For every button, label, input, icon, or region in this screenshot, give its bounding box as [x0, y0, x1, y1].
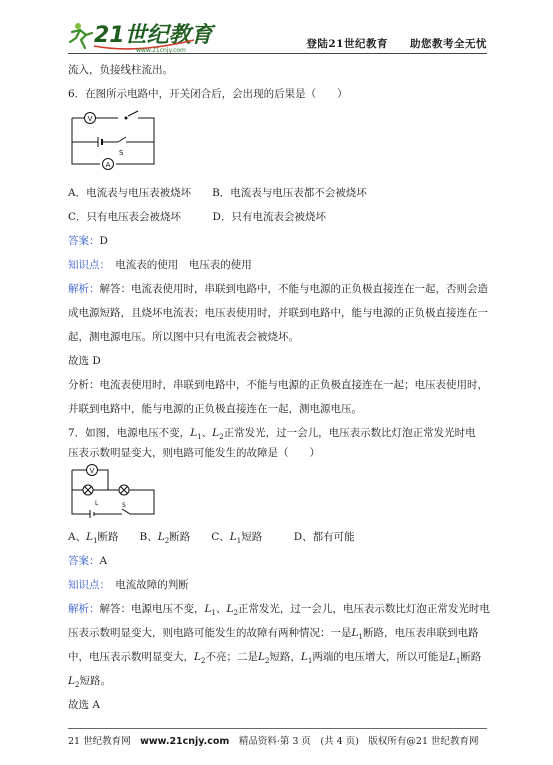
- q6-analysis-line-1: [68, 282, 488, 296]
- analysis-label: 解析：: [68, 603, 100, 615]
- q7-analysis-line-4: $L_2$短路。: [68, 675, 111, 690]
- q7-analysis-line-1: 解析：解答：电源电压不变，$L_1$、$L_2$正常发光，过一会儿，电压表示数比灯泡正常发光时电: [68, 603, 490, 618]
- footer-url[interactable]: www.21cnjy.com: [140, 736, 230, 747]
- analysis-text: 解答：电流表使用时，串联到电路中，不能与电源的正负极直接连在一起，否则会造: [99, 283, 488, 295]
- q6-stem: 6．在图所示电路中，开关闭合后，会出现的后果是（ ）: [68, 88, 348, 100]
- voltmeter-label: V: [89, 467, 95, 475]
- q6-choice: 故选 D: [68, 355, 101, 367]
- knowledge-label: 知识点：: [68, 259, 105, 271]
- q6-extra-line-2: 并联到电路中，能与电源的正负极直接连在一起，测电源电压。: [68, 403, 362, 415]
- lamp-label: L: [95, 500, 99, 507]
- continued-text: 流入，负接线柱流出。: [68, 64, 173, 76]
- q7-knowledge: [68, 578, 189, 592]
- q6-options-ab: A．电流表与电压表被烧坏 B．电流表与电压表都不会被烧坏: [68, 187, 367, 199]
- switch-label: S: [119, 149, 124, 157]
- q6-answer: [68, 234, 108, 248]
- q6-extra-line-1: 分析：电流表使用时，串联到电路中，不能与电源的正负极直接连在一起；电压表使用时，: [68, 379, 488, 391]
- q7-stem-line-1: 7．如图，电源电压不变，$L_1$、$L_2$正常发光，过一会儿，电压表示数比灯泡正常发光时电: [68, 427, 476, 442]
- q6-analysis-line-3: 起，测电源电压。所以图中只有电流表会被烧坏。: [68, 331, 299, 343]
- q7-answer: [68, 554, 107, 568]
- ammeter-label: A: [105, 161, 111, 169]
- q7-analysis-line-2: 压表示数明显变大，则电路可能发生的故障有两种情况：一是$L_1$断路，电压表串联到电路: [68, 627, 479, 642]
- q7-stem-line-2: 压表示数明显变大，则电路可能发生的故障是（ ）: [68, 447, 320, 459]
- q6-analysis-line-2: 成电源短路，且烧坏电流表；电压表使用时，并联到电路中，能与电源的正负极直接连在一: [68, 307, 488, 319]
- header-divider: [68, 53, 487, 54]
- runner-icon: [70, 23, 92, 48]
- analysis-label: 解析：: [68, 283, 100, 295]
- knowledge-value: 电流表的使用 电压表的使用: [104, 259, 252, 271]
- page-footer: [68, 733, 479, 747]
- answer-value: D: [99, 235, 108, 247]
- header-slogan: 登陆21世纪教育 助您教考全无忧: [306, 38, 487, 50]
- q7-analysis-line-3: 中，电压表示数明显变大，$L_2$不亮；二是$L_2$短路，$L_1$两端的电压增大，所以可能是$L_1$断路: [68, 651, 482, 666]
- logo-url: www.21cnjy.com: [136, 47, 186, 54]
- footer-left: 21 世纪教育网: [68, 736, 141, 747]
- q7-choice: 故选 A: [68, 699, 100, 711]
- logo-text: 21世纪教育: [94, 23, 213, 48]
- site-logo: [66, 20, 213, 54]
- q6-options-cd: C．只有电压表会被烧坏 D．只有电流表会被烧坏: [68, 211, 326, 223]
- switch-label: S: [122, 502, 126, 509]
- answer-label: 答案：: [68, 235, 100, 247]
- voltmeter-label: V: [87, 115, 93, 123]
- answer-value: A: [99, 555, 108, 567]
- q6-knowledge: [68, 258, 252, 272]
- q6-circuit-diagram: [68, 108, 158, 170]
- answer-label: 答案：: [68, 555, 100, 567]
- knowledge-value: 电流故障的判断: [104, 579, 189, 591]
- q7-options: A、$L_1$断路 B、$L_2$断路 C、$L_1$短路 D、都有可能: [68, 531, 355, 546]
- q7-circuit-diagram: [68, 462, 158, 520]
- knowledge-label: 知识点：: [68, 579, 105, 591]
- footer-right: 精品资料·第 3 页 (共 4 页) 版权所有@21 世纪教育网: [229, 736, 479, 747]
- footer-divider: [68, 728, 487, 729]
